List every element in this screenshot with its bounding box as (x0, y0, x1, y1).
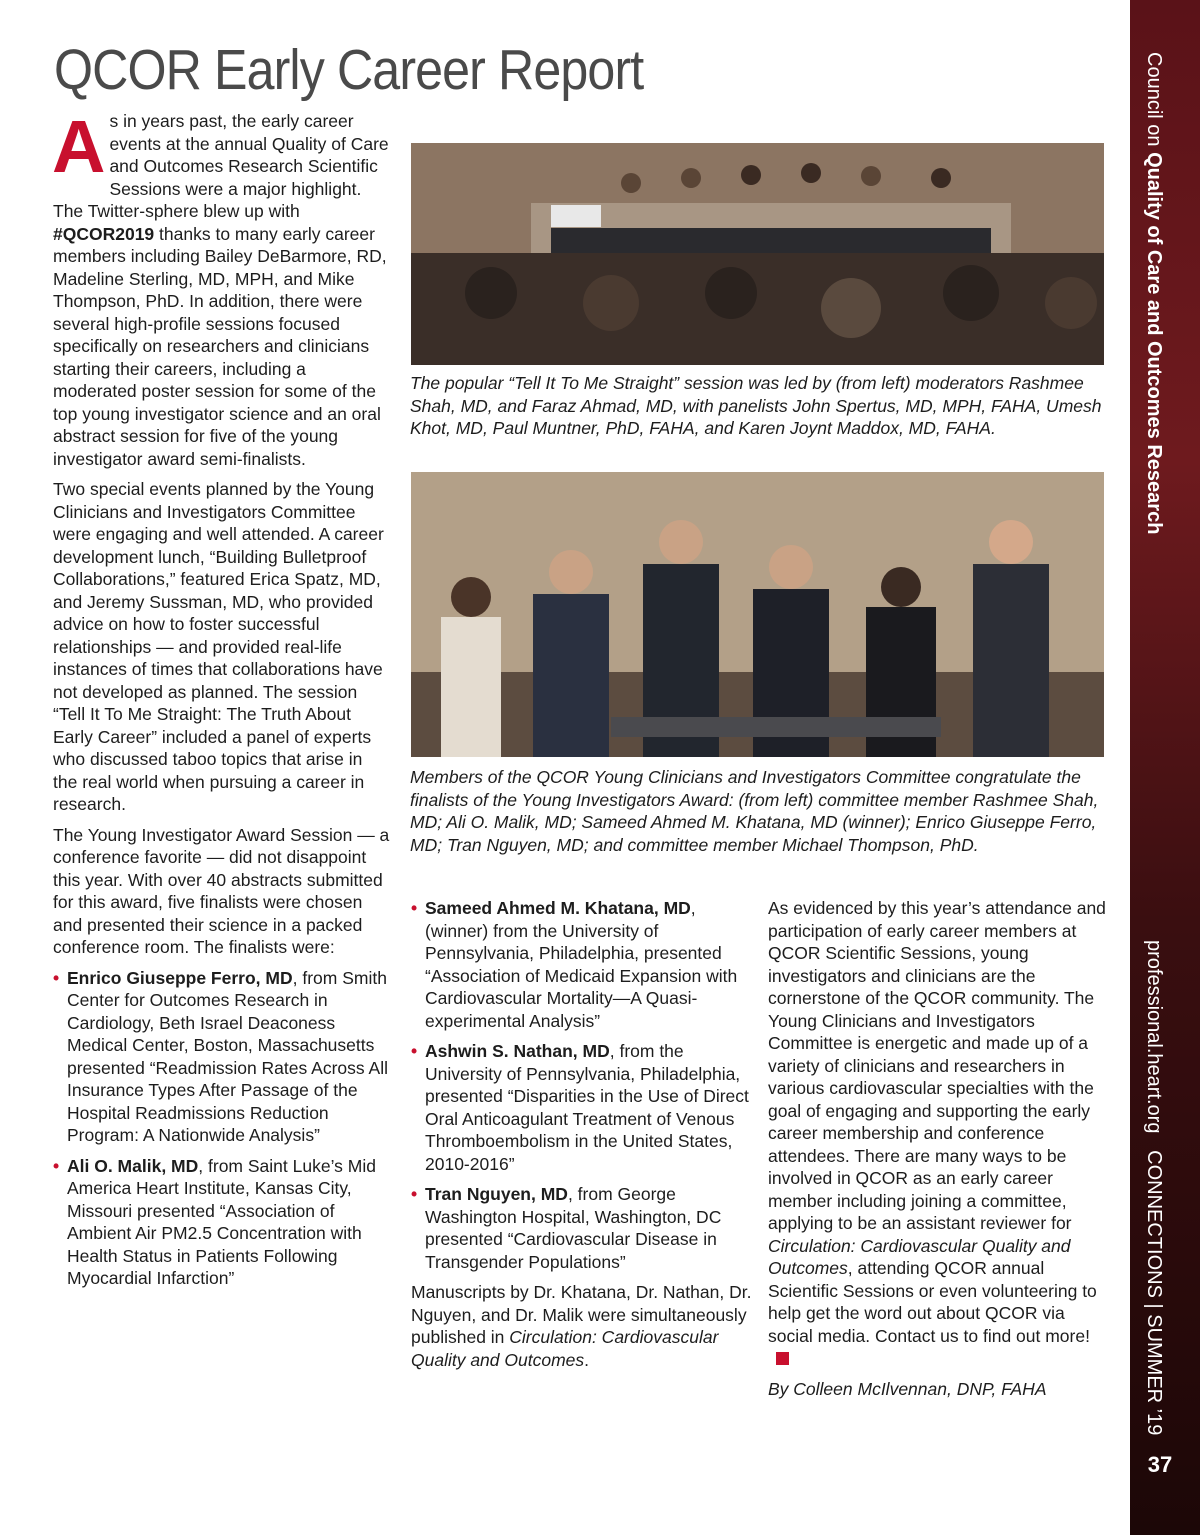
finalists-list-continued (411, 897, 756, 1273)
list-item: • Sameed Ahmed M. Khatana, MD, (winner) from the University of Pennsylvania, Philadelphia, presented “Association of Medicaid Expansion with Cardiovascular Mortality—A Quasi-experimental Analysis” (411, 897, 756, 1032)
council-name: Council on Quality of Care and Outcomes Research (1143, 52, 1165, 535)
article-column-2 (411, 897, 756, 1379)
panel-session-photo (411, 143, 1104, 365)
finalists-list (53, 967, 391, 1290)
page-title: QCOR Early Career Report (54, 38, 644, 102)
publication-name: CONNECTIONS (1143, 1150, 1165, 1298)
journal-title: Circulation: Cardiovascular Quality and Outcomes (768, 1235, 1071, 1278)
award-finalists-photo (411, 472, 1104, 757)
closing-paragraph: As evidenced by this year’s attendance and participation of early career members at QCOR Scientific Sessions, young investigators and clinicians are the cornerstone of the QCOR community. The Young Clinicians and Investigators Committee is energetic and made up of a variety of clinicians and researchers in various cardiovascular specialties with the goal of engaging and supporting the early career membership and conference attendees. There are many ways to be involved in QCOR as an early career member including joining a committee, applying to be an assistant reviewer for Circulation: Cardiovascular Quality and Outcomes, attending QCOR annual Scientific Sessions or even volunteering to help get the word out about QCOR via social media. Contact us to find out more! (768, 897, 1110, 1370)
list-item: • Enrico Giuseppe Ferro, MD, from Smith Center for Outcomes Research in Cardiology, Beth Israel Deaconess Medical Center, Boston, Massachusetts presented “Readmission Rates Across All Insurance Types After Passage of the Hospital Readmissions Reduction Program: A Nationwide Analysis” (53, 967, 391, 1147)
byline: By Colleen McIlvennan, DNP, FAHA (768, 1378, 1047, 1399)
manuscripts-paragraph: Manuscripts by Dr. Khatana, Dr. Nathan, Dr. Nguyen, and Dr. Malik were simultaneously published in Circulation: Cardiovascular Quality and Outcomes. (411, 1282, 752, 1370)
issue: SUMMER ’19 (1143, 1314, 1165, 1436)
award-paragraph: The Young Investigator Award Session — a conference favorite — did not disappoint this year. With over 40 abstracts submitted for this award, five finalists were chosen and presented their science in a packed conference room. The finalists were: (53, 824, 390, 957)
list-item: • Ali O. Malik, MD, from Saint Luke’s Mid America Heart Institute, Kansas City, Missouri presented “Association of Ambient Air PM2.5 Concentration with Health Status in Patients Following Myocardial Infarction” (53, 1155, 391, 1290)
list-item: • Ashwin S. Nathan, MD, from the University of Pennsylvania, Philadelphia, presented “Disparities in the Use of Direct Oral Anticoagulant Treatment of Venous Thromboembolism in the United States, 2010-2016” (411, 1040, 756, 1175)
drop-cap: A (52, 105, 106, 188)
award-finalists-illustration (411, 472, 1104, 757)
hashtag: #QCOR2019 (53, 223, 155, 244)
article-column-1 (52, 105, 391, 1298)
journal-title: Circulation: Cardiovascular Quality and Outcomes (411, 1327, 719, 1370)
photo-caption: The popular “Tell It To Me Straight” session was led by (from left) moderators Rashmee Shah, MD, and Faraz Ahmad, MD, with panelists John Spertus, MD, MPH, FAHA, Umesh Khot, MD, Paul Muntner, PhD, FAHA, and Karen Joynt Maddox, MD, FAHA. (410, 373, 1102, 438)
article-column-3 (768, 897, 1110, 1400)
events-paragraph: Two special events planned by the Young Clinicians and Investigators Committee were engaging and well attended. A career development lunch, “Building Bulletproof Collaborations,” featured Erica Spatz, MD, and Jeremy Sussman, MD, who provided advice on how to foster successful relationships — and provided real-life instances of times that collaborations have not developed as planned. The session “Tell It To Me Straight: The Truth About Early Career” included a panel of experts who discussed taboo topics that arise in the real world when pursuing a career in research. (53, 479, 384, 814)
page-number: 37 (1147, 1452, 1173, 1477)
website: professional.heart.org (1143, 940, 1165, 1134)
sidebar (1130, 0, 1200, 1535)
end-mark-icon (776, 1352, 789, 1365)
list-item: • Tran Nguyen, MD, from George Washington Hospital, Washington, DC presented “Cardiovascular Disease in Transgender Populations” (411, 1183, 756, 1273)
panel-session-illustration (411, 143, 1104, 365)
publication-info: professional.heart.org CONNECTIONS | SUMMER ’19 (1143, 940, 1165, 1436)
photo-caption: Members of the QCOR Young Clinicians and Investigators Committee congratulate the finalists of the Young Investigators Award: (from left) committee member Rashmee Shah, MD; Ali O. Malik, MD; Sameed Ahmed M. Khatana, MD (winner); Enrico Giuseppe Ferro, MD; Tran Nguyen, MD; and committee member Michael Thompson, PhD. (410, 767, 1099, 855)
intro-paragraph: As in years past, the early career events at the annual Quality of Care and Outcomes Research Scientific Sessions were a major highlight. The Twitter-sphere blew up with #QCOR2019 thanks to many early career members including Bailey DeBarmore, RD, Madeline Sterling, MD, MPH, and Mike Thompson, PhD. In addition, there were several high-profile sessions focused specifically on researchers and clinicians starting their careers, including a moderated poster session for some of the top young investigator science and an oral abstract session for five of the young investigator award semi-finalists. (52, 105, 389, 469)
